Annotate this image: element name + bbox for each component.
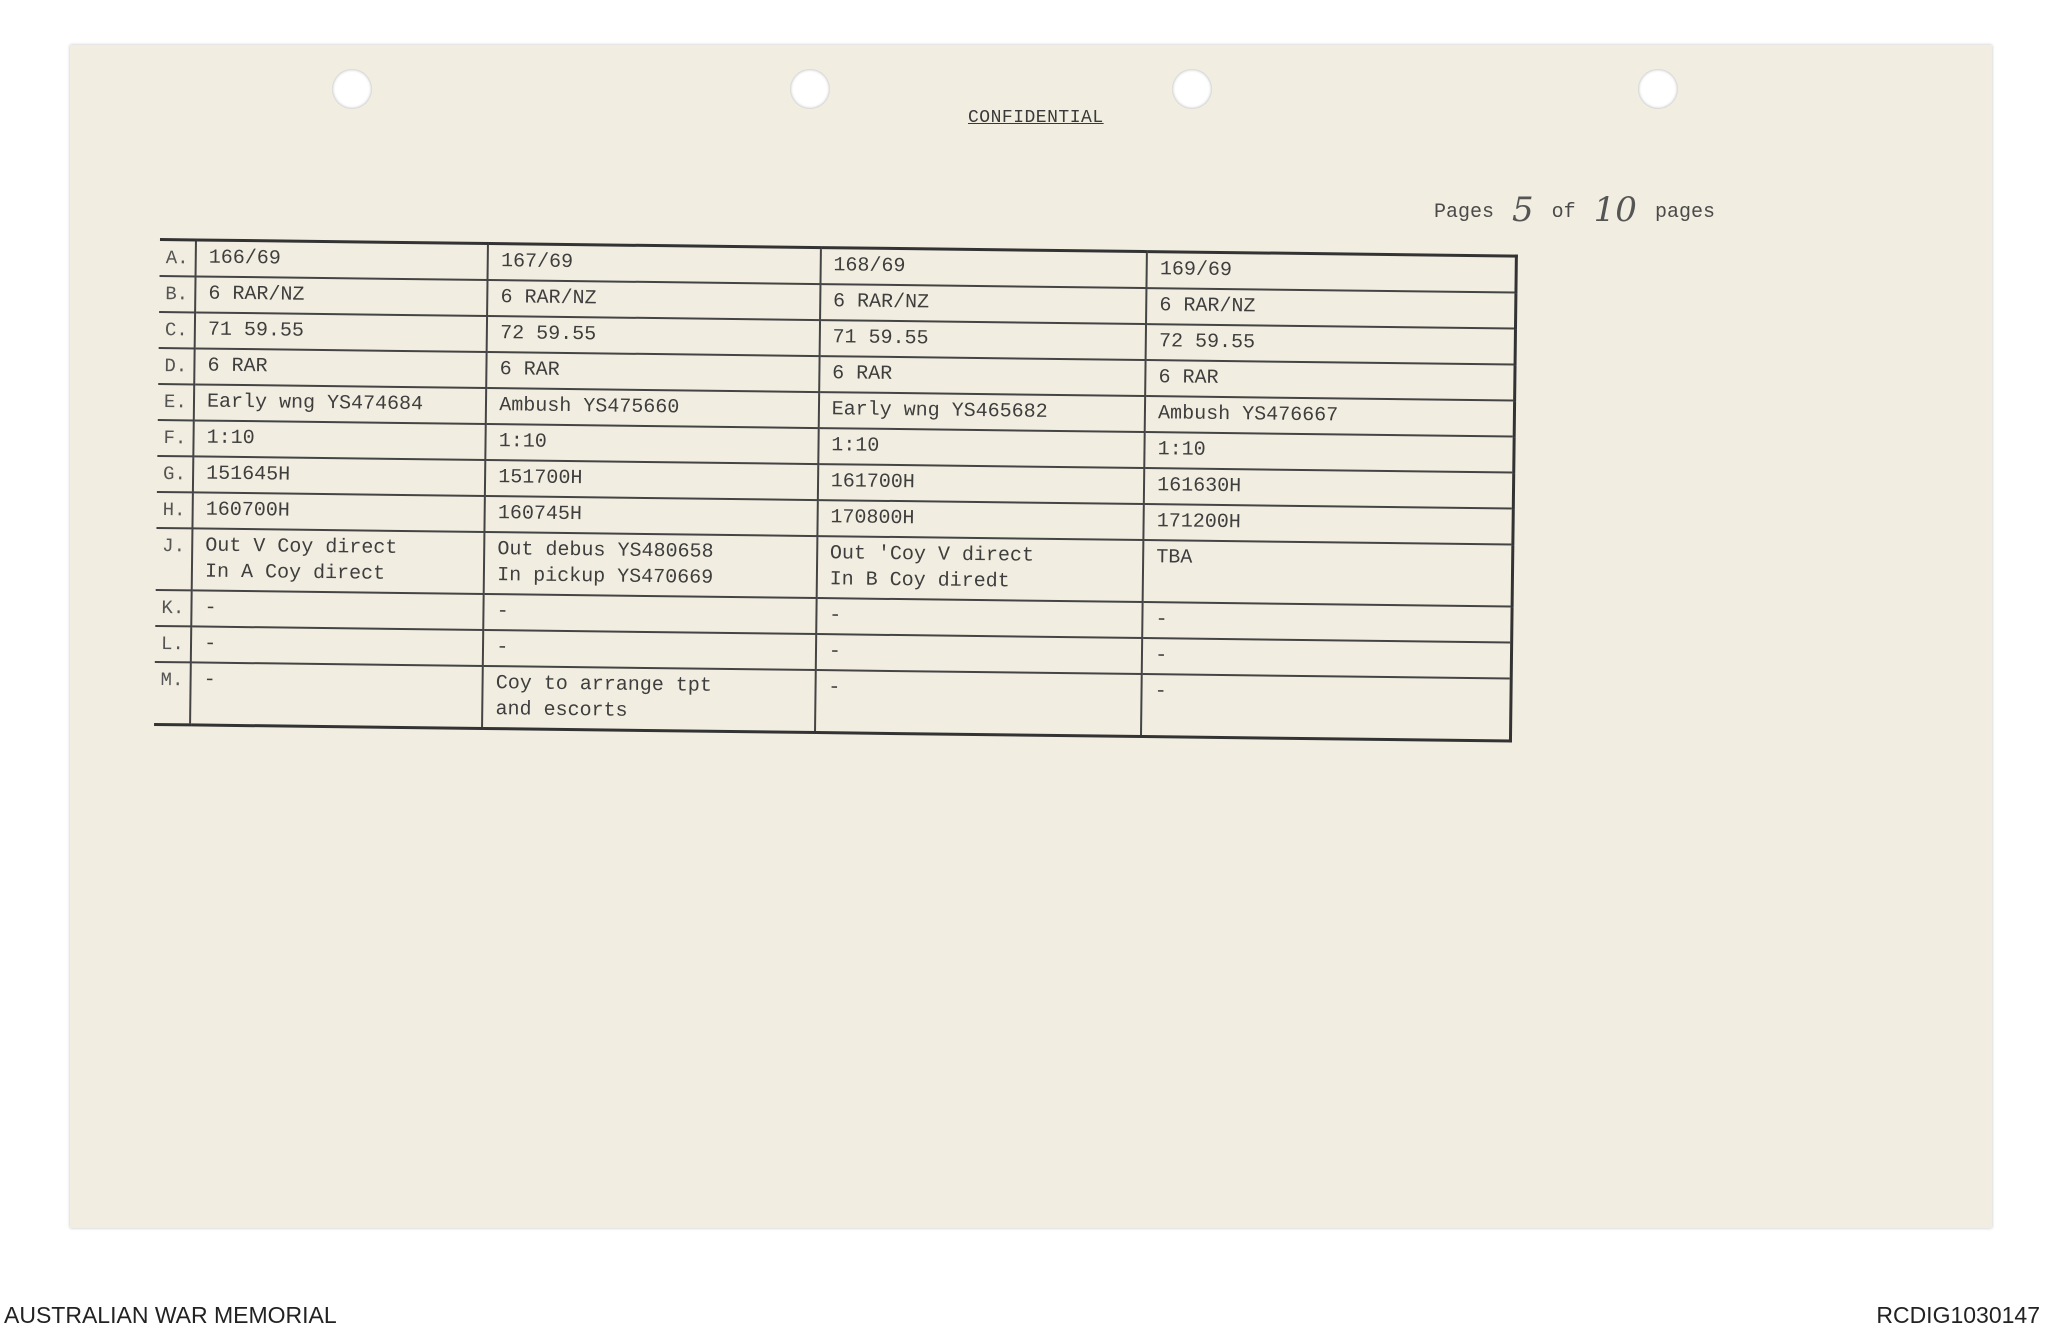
table-cell: - bbox=[191, 626, 484, 666]
table-cell: - bbox=[483, 630, 816, 670]
table-cell: - bbox=[190, 662, 483, 728]
row-label: F. bbox=[157, 420, 194, 456]
table-cell: 1:10 bbox=[1144, 432, 1514, 473]
row-label: C. bbox=[159, 312, 196, 348]
table-cell: Ambush YS475660 bbox=[486, 388, 819, 428]
table-cell: 72 59.55 bbox=[487, 316, 820, 356]
table-cell: - bbox=[816, 598, 1143, 638]
table-cell: Early wng YS465682 bbox=[818, 392, 1145, 432]
table-cell: 1:10 bbox=[818, 428, 1145, 468]
table-body bbox=[154, 239, 1516, 741]
table-cell: 6 RAR bbox=[819, 356, 1146, 396]
table-cell: 170800H bbox=[817, 500, 1144, 540]
punch-hole bbox=[1638, 69, 1678, 109]
table-cell: 161700H bbox=[818, 464, 1145, 504]
operations-table bbox=[154, 238, 1518, 743]
table-cell: 161630H bbox=[1144, 468, 1514, 509]
table-cell: 6 RAR/NZ bbox=[1146, 288, 1516, 329]
row-label: M. bbox=[154, 662, 191, 725]
row-label: A. bbox=[160, 239, 197, 276]
table-cell: 169/69 bbox=[1147, 252, 1517, 293]
row-label: H. bbox=[156, 492, 193, 528]
table-cell: Ambush YS476667 bbox=[1145, 396, 1515, 437]
table-cell: 151645H bbox=[193, 456, 486, 496]
classification-heading: CONFIDENTIAL bbox=[968, 108, 1104, 128]
table-cell: 1:10 bbox=[193, 420, 486, 460]
row-label: J. bbox=[156, 528, 193, 590]
table-cell: 151700H bbox=[485, 460, 818, 500]
table-cell: 71 59.55 bbox=[195, 312, 488, 352]
table-cell: - bbox=[816, 634, 1143, 674]
table-cell: 160700H bbox=[193, 492, 486, 532]
punch-hole bbox=[1172, 69, 1212, 109]
table-cell: 71 59.55 bbox=[819, 320, 1146, 360]
table-cell: 160745H bbox=[485, 496, 818, 536]
table-cell: - bbox=[1142, 638, 1512, 679]
table-cell: 1:10 bbox=[486, 424, 819, 464]
table-cell: 6 RAR bbox=[486, 352, 819, 392]
punch-hole bbox=[790, 69, 830, 109]
table-cell: Early wng YS474684 bbox=[194, 384, 487, 424]
table-cell: TBA bbox=[1143, 540, 1513, 607]
table-cell: 6 RAR bbox=[194, 348, 487, 388]
row-label: K. bbox=[155, 590, 192, 626]
pages-of: of bbox=[1551, 201, 1576, 224]
footer-institution: AUSTRALIAN WAR MEMORIAL bbox=[4, 1302, 337, 1328]
total-pages-handwritten: 10 bbox=[1593, 190, 1637, 230]
row-label: D. bbox=[158, 348, 195, 384]
pages-prefix: Pages bbox=[1434, 201, 1495, 224]
table-cell: 72 59.55 bbox=[1146, 324, 1516, 365]
table-cell: 6 RAR/NZ bbox=[820, 284, 1147, 324]
table-cell: - bbox=[1141, 674, 1511, 741]
table-cell: 6 RAR/NZ bbox=[487, 280, 820, 320]
footer-record-id: RCDIG1030147 bbox=[1876, 1302, 2040, 1328]
row-label: E. bbox=[158, 384, 195, 420]
table-cell: - bbox=[191, 590, 484, 630]
table-cell: - bbox=[1142, 602, 1512, 643]
row-label: L. bbox=[155, 626, 192, 662]
table-cell: 171200H bbox=[1144, 504, 1514, 545]
page-count bbox=[1434, 190, 1715, 230]
table-cell: Out V Coy direct In A Coy direct bbox=[192, 528, 485, 594]
row-label: G. bbox=[157, 456, 194, 492]
table-cell: 166/69 bbox=[196, 240, 489, 280]
table-cell: - bbox=[815, 670, 1142, 736]
table-cell: 168/69 bbox=[820, 248, 1147, 288]
row-label: B. bbox=[159, 276, 196, 312]
table-cell: Coy to arrange tpt and escorts bbox=[482, 666, 815, 733]
table-cell: 6 RAR/NZ bbox=[195, 276, 488, 316]
punch-hole bbox=[332, 69, 372, 109]
table-cell: Out 'Coy V direct In B Coy diredt bbox=[816, 536, 1143, 602]
table-cell: 167/69 bbox=[488, 244, 821, 285]
table-cell: 6 RAR bbox=[1145, 360, 1515, 401]
table-cell: - bbox=[484, 594, 817, 634]
current-page-handwritten: 5 bbox=[1512, 190, 1534, 230]
table-cell: Out debus YS480658 In pickup YS470669 bbox=[484, 532, 817, 598]
pages-suffix: pages bbox=[1654, 201, 1715, 224]
